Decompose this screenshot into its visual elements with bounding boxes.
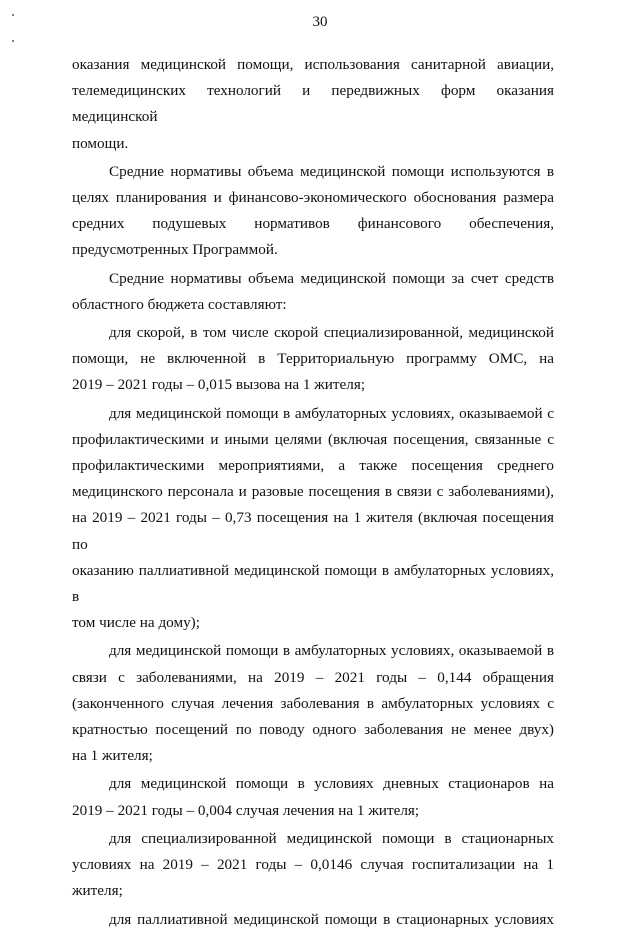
text-line: для паллиативной медицинской помощи в стационарных условиях bbox=[109, 910, 554, 928]
paragraph bbox=[72, 159, 554, 264]
paragraph bbox=[72, 266, 554, 318]
page-number: 30 bbox=[312, 14, 328, 30]
paragraph bbox=[72, 826, 554, 905]
text-line: Средние нормативы объема медицинской помощи за счет средств bbox=[109, 269, 554, 287]
paragraph bbox=[72, 907, 554, 933]
paragraph bbox=[72, 771, 554, 823]
text-line: средних подушевых нормативов финансового обеспечения, bbox=[72, 215, 554, 233]
text-line: 2019 – 2021 годы – 0,004 случая лечения на 1 жителя; bbox=[72, 801, 420, 819]
text-line: профилактическими мероприятиями, а также посещения среднего bbox=[72, 457, 554, 475]
text-line: оказанию паллиативной медицинской помощи в амбулаторных условиях, в bbox=[72, 561, 554, 606]
text-line: оказания медицинской помощи, использования санитарной авиации, bbox=[72, 56, 554, 73]
paragraph bbox=[72, 52, 554, 157]
text-line: 2019 – 2021 годы – 0,015 вызова на 1 жителя; bbox=[72, 376, 366, 394]
paragraph bbox=[72, 320, 554, 399]
text-line: для скорой, в том числе скорой специализированной, медицинской bbox=[109, 324, 554, 342]
text-line: телемедицинских технологий и передвижных форм оказания медицинской bbox=[72, 82, 554, 126]
text-line: для медицинской помощи в условиях дневных стационаров на bbox=[109, 775, 554, 793]
text-line: областного бюджета составляют: bbox=[72, 295, 287, 313]
text-line: профилактическими и иными целями (включая посещения, связанные с bbox=[72, 430, 554, 448]
text-line: предусмотренных Программой. bbox=[72, 241, 278, 259]
text-line: для специализированной медицинской помощи в стационарных bbox=[109, 829, 554, 847]
text-line: на 2019 – 2021 годы – 0,73 посещения на 1 жителя (включая посещения по bbox=[72, 509, 554, 553]
text-line: условиях на 2019 – 2021 годы – 0,0146 случая госпитализации на 1 жителя; bbox=[72, 856, 554, 900]
text-line: том числе на дому); bbox=[72, 614, 200, 632]
body-text bbox=[72, 52, 554, 933]
text-line: связи с заболеваниями, на 2019 – 2021 годы – 0,144 обращения bbox=[72, 668, 554, 686]
paragraph bbox=[72, 401, 554, 637]
text-line: для медицинской помощи в амбулаторных условиях, оказываемой с bbox=[109, 404, 554, 422]
paragraph bbox=[72, 638, 554, 769]
text-line: кратностью посещений по поводу одного заболевания не менее двух) bbox=[72, 721, 554, 739]
text-line: помощи. bbox=[72, 134, 129, 152]
text-line: (законченного случая лечения заболевания в амбулаторных условиях с bbox=[72, 694, 554, 712]
text-line: медицинского персонала и разовые посещения в связи с заболеваниями), bbox=[72, 483, 554, 501]
text-line: на 1 жителя; bbox=[72, 747, 153, 765]
text-line: помощи, не включенной в Территориальную программу ОМС, на bbox=[72, 350, 554, 368]
text-line: Средние нормативы объема медицинской помощи используются в bbox=[109, 162, 554, 180]
text-line: целях планирования и финансово-экономического обоснования размера bbox=[72, 189, 554, 207]
text-line: для медицинской помощи в амбулаторных условиях, оказываемой в bbox=[109, 642, 554, 660]
scan-artifact-dot bbox=[12, 40, 14, 42]
